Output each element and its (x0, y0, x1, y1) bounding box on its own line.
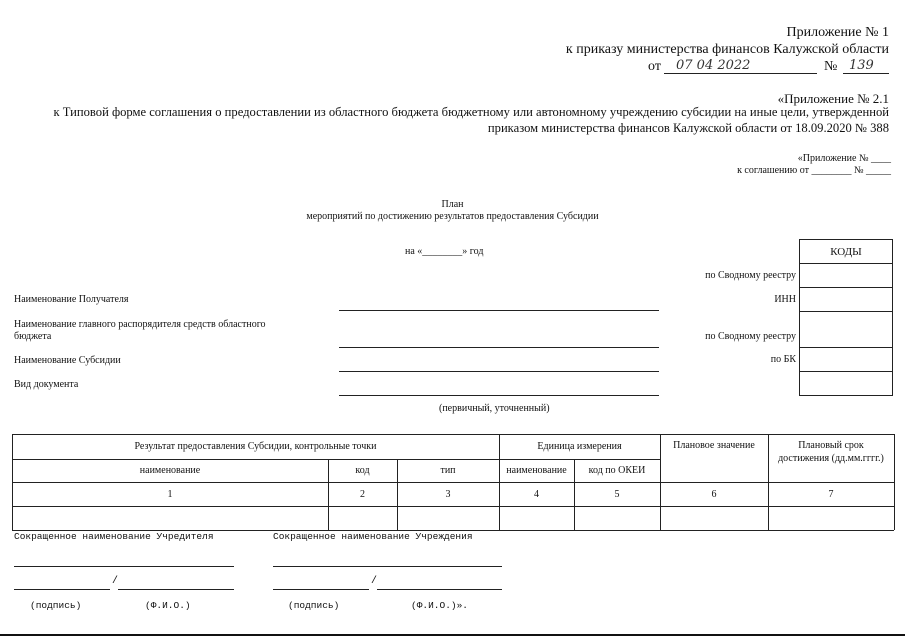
recipient-field[interactable] (339, 310, 659, 311)
col-type: тип (440, 465, 456, 476)
label-manager-line2: бюджета (14, 331, 52, 342)
appendix-2-line2: приказом министерства финансов Калужской области от 18.09.2020 № 388 (487, 121, 889, 135)
founder-fio-hint: (Ф.И.О.) (145, 600, 191, 611)
code-label-registry-2: по Сводному реестру (705, 331, 796, 342)
handwritten-date: 07 04 2022 (676, 58, 751, 73)
col-number-3: 3 (445, 489, 451, 500)
doc-type-field[interactable] (339, 395, 659, 396)
appendix-2-line1: к Типовой форме соглашения о предоставлении из областного бюджета бюджетному или автономному учреждению субсидии на иные цели, утвержденной (53, 105, 889, 119)
col-okei: код по ОКЕИ (588, 465, 646, 476)
institution-sign-hint: (подпись) (288, 600, 340, 611)
col-number-6: 6 (711, 489, 717, 500)
institution-fio-field[interactable] (377, 589, 502, 590)
appendix-2-title: «Приложение № 2.1 (777, 91, 889, 106)
col-number-7: 7 (828, 489, 834, 500)
code-cell-registry-2[interactable] (800, 312, 893, 348)
from-label: от (648, 59, 661, 74)
institution-label: Сокращенное наименование Учреждения (273, 531, 473, 542)
header-planned-date-2: достижения (дд.мм.гггг.) (778, 453, 884, 464)
manager-field[interactable] (339, 347, 659, 348)
label-recipient: Наименование Получателя (14, 294, 129, 305)
code-cell-bk[interactable] (800, 348, 893, 372)
label-subsidy: Наименование Субсидии (14, 355, 121, 366)
founder-name-field[interactable] (14, 566, 234, 567)
code-label-registry: по Сводному реестру (705, 270, 796, 281)
institution-name-field[interactable] (273, 566, 502, 567)
col-code: код (355, 465, 370, 476)
date-underline (664, 73, 817, 74)
code-label-bk: по БК (770, 354, 796, 365)
institution-fio-hint: (Ф.И.О.)». (411, 600, 469, 611)
table-right-border (894, 434, 895, 530)
order-line: к приказу министерства финансов Калужской области (565, 42, 889, 57)
col-unit-name: наименование (506, 465, 567, 476)
small-agreement: к соглашению от ________ № _____ (737, 165, 891, 176)
col-number-1: 1 (167, 489, 173, 500)
handwritten-number: 139 (849, 58, 874, 73)
code-cell-inn[interactable] (800, 288, 893, 312)
col-number-5: 5 (614, 489, 620, 500)
header-planned-date-1: Плановый срок (798, 440, 864, 451)
founder-slash: / (112, 576, 119, 587)
founder-label: Сокращенное наименование Учредителя (14, 531, 214, 542)
number-label: № (824, 59, 838, 74)
founder-fio-field[interactable] (118, 589, 234, 590)
appendix-title: Приложение № 1 (786, 25, 889, 40)
col-name: наименование (139, 465, 201, 476)
institution-slash: / (371, 576, 378, 587)
number-underline (843, 73, 889, 74)
label-doc-type: Вид документа (14, 379, 79, 390)
page-bottom-edge (0, 634, 905, 636)
founder-sign-hint: (подпись) (30, 600, 82, 611)
institution-sign-field[interactable] (273, 589, 369, 590)
header-unit: Единица измерения (537, 441, 622, 452)
code-cell-registry[interactable] (800, 264, 893, 288)
col-number-4: 4 (534, 489, 539, 500)
plan-subtitle: мероприятий по достижению результатов предоставления Субсидии (306, 211, 599, 222)
table-number-row-bottom (12, 506, 894, 507)
label-manager-line1: Наименование главного распорядителя средств областного (14, 319, 266, 330)
header-planned-value: Плановое значение (673, 440, 755, 451)
subsidy-field[interactable] (339, 371, 659, 372)
doc-type-hint: (первичный, уточненный) (439, 403, 550, 414)
table-subheader-border (12, 459, 660, 460)
small-appendix: «Приложение № ____ (797, 153, 891, 164)
code-cell-doc[interactable] (800, 372, 893, 396)
codes-table (799, 239, 893, 396)
plan-title: План (441, 199, 464, 210)
table-top-border (12, 434, 894, 435)
founder-sign-field[interactable] (14, 589, 110, 590)
plan-year-line: на «________» год (405, 246, 484, 257)
table-header-bottom (12, 482, 894, 483)
header-result: Результат предоставления Субсидии, контрольные точки (134, 441, 377, 452)
col-number-2: 2 (360, 489, 365, 500)
codes-header: КОДЫ (800, 240, 893, 264)
code-label-inn: ИНН (774, 294, 796, 305)
